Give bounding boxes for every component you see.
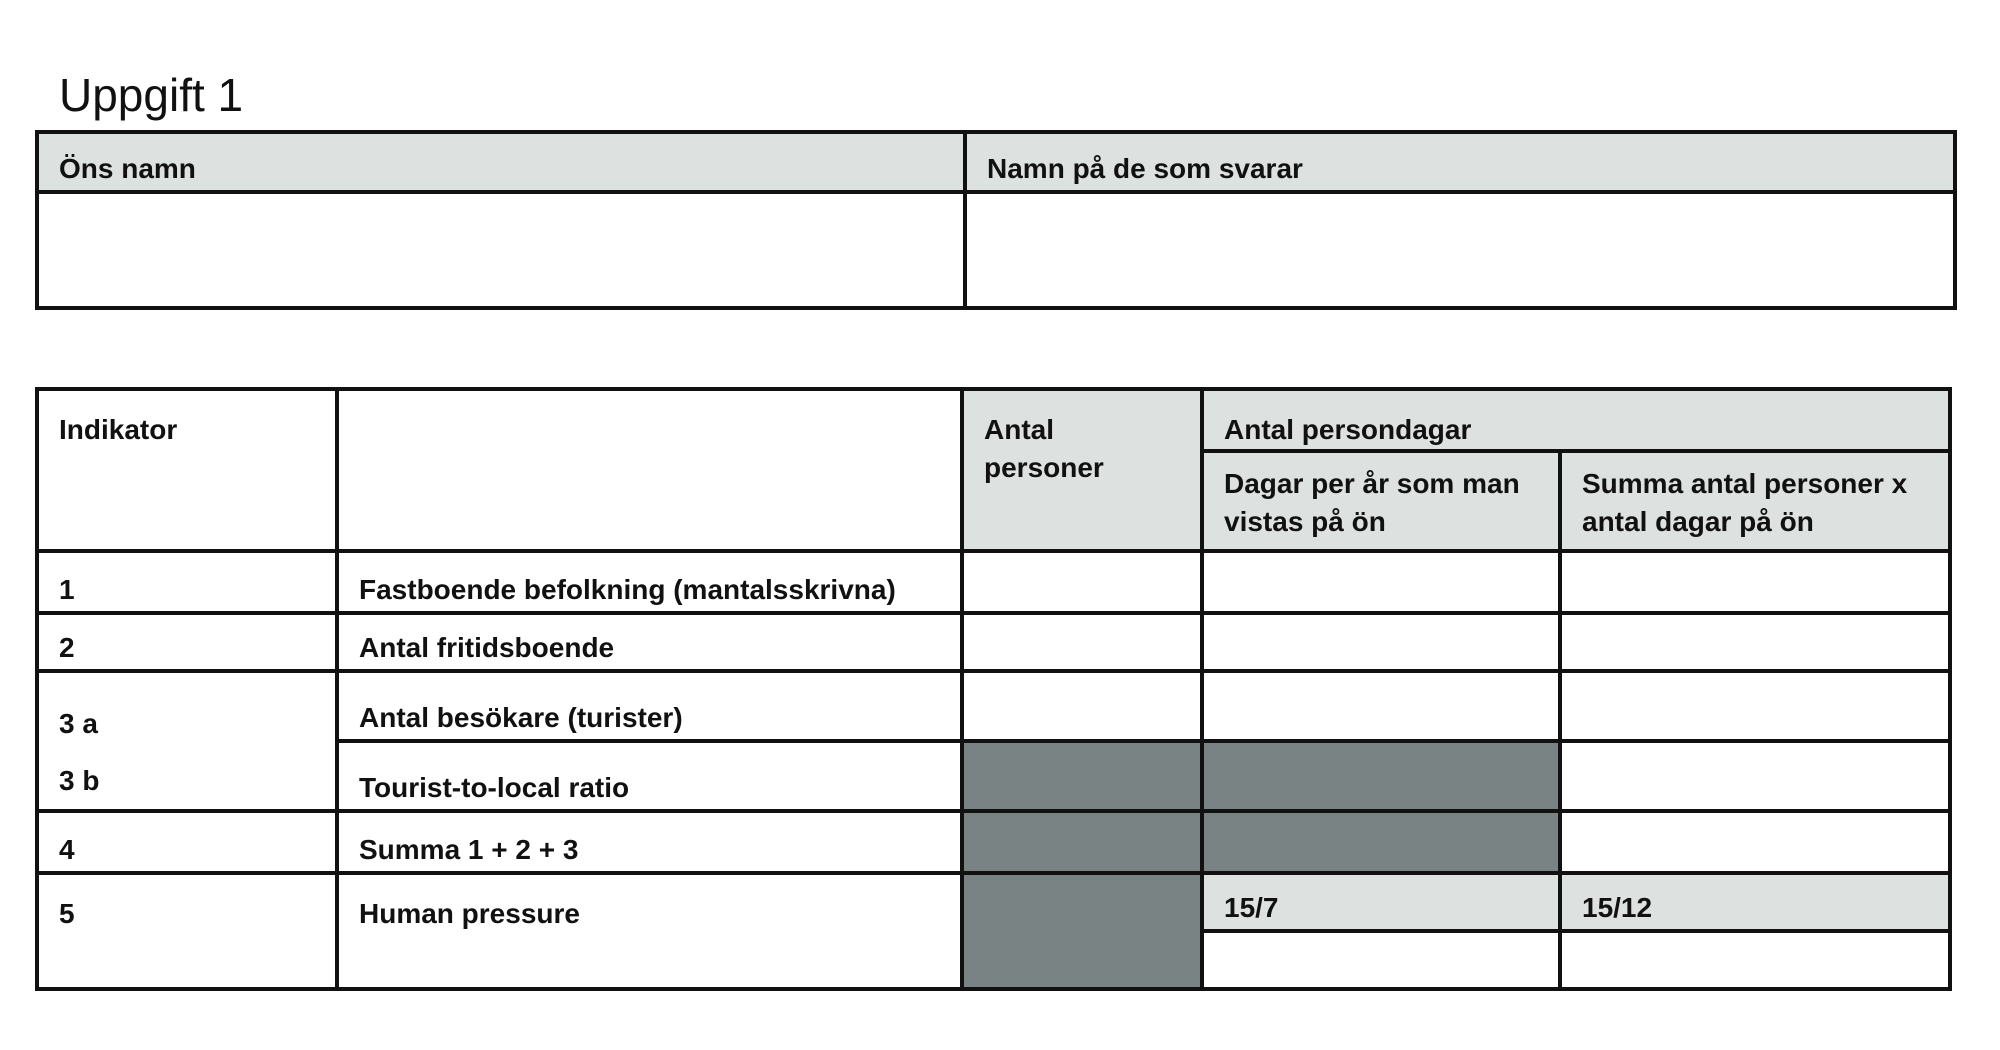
summa-cell[interactable]: [1560, 551, 1950, 613]
dagar-cell[interactable]: [1202, 671, 1560, 741]
row-label: Human pressure: [337, 873, 962, 989]
date-label: 15/12: [1560, 873, 1950, 931]
indikator-header: Indikator: [37, 389, 337, 551]
pressure-cell[interactable]: [1202, 931, 1560, 989]
row-number: 1: [37, 551, 337, 613]
row-label: Tourist-to-local ratio: [337, 741, 962, 811]
antal-cell[interactable]: [962, 551, 1202, 613]
summa-cell[interactable]: [1560, 811, 1950, 873]
respondents-header: Namn på de som svarar: [965, 132, 1955, 192]
dagar-cell[interactable]: [1202, 613, 1560, 671]
disabled-cell: [962, 811, 1202, 873]
island-info-table: [35, 130, 1957, 310]
dagar-header: Dagar per år som man vistas på ön: [1202, 451, 1560, 551]
summa-cell[interactable]: [1560, 671, 1950, 741]
row-number: 3 b: [59, 765, 100, 796]
row-label: Antal besökare (turister): [337, 671, 962, 741]
row-number-3: [37, 671, 337, 811]
summa-cell[interactable]: [1560, 741, 1950, 811]
dagar-cell[interactable]: [1202, 551, 1560, 613]
row-label: Antal fritidsboende: [337, 613, 962, 671]
page-title: Uppgift 1: [59, 69, 244, 121]
blank-header: [337, 389, 962, 551]
summa-cell[interactable]: [1560, 613, 1950, 671]
disabled-cell: [1202, 811, 1560, 873]
antal-cell[interactable]: [962, 613, 1202, 671]
island-name-cell[interactable]: [37, 192, 965, 308]
row-label: Summa 1 + 2 + 3: [337, 811, 962, 873]
respondents-cell[interactable]: [965, 192, 1955, 308]
date-label: 15/7: [1202, 873, 1560, 931]
row-number: 3 a: [59, 708, 98, 739]
antal-cell[interactable]: [962, 671, 1202, 741]
island-name-header: Öns namn: [37, 132, 965, 192]
row-number: 5: [37, 873, 337, 989]
antal-persondagar-header: Antal persondagar: [1202, 389, 1950, 451]
row-number: 4: [37, 811, 337, 873]
disabled-cell: [962, 741, 1202, 811]
pressure-cell[interactable]: [1560, 931, 1950, 989]
disabled-cell: [1202, 741, 1560, 811]
summa-header: Summa antal personer x antal dagar på ön: [1560, 451, 1950, 551]
row-number: 2: [37, 613, 337, 671]
antal-personer-header: Antal personer: [962, 389, 1202, 551]
disabled-cell: [962, 873, 1202, 989]
indicator-table: [35, 387, 1952, 991]
row-label: Fastboende befolkning (mantalsskrivna): [337, 551, 962, 613]
